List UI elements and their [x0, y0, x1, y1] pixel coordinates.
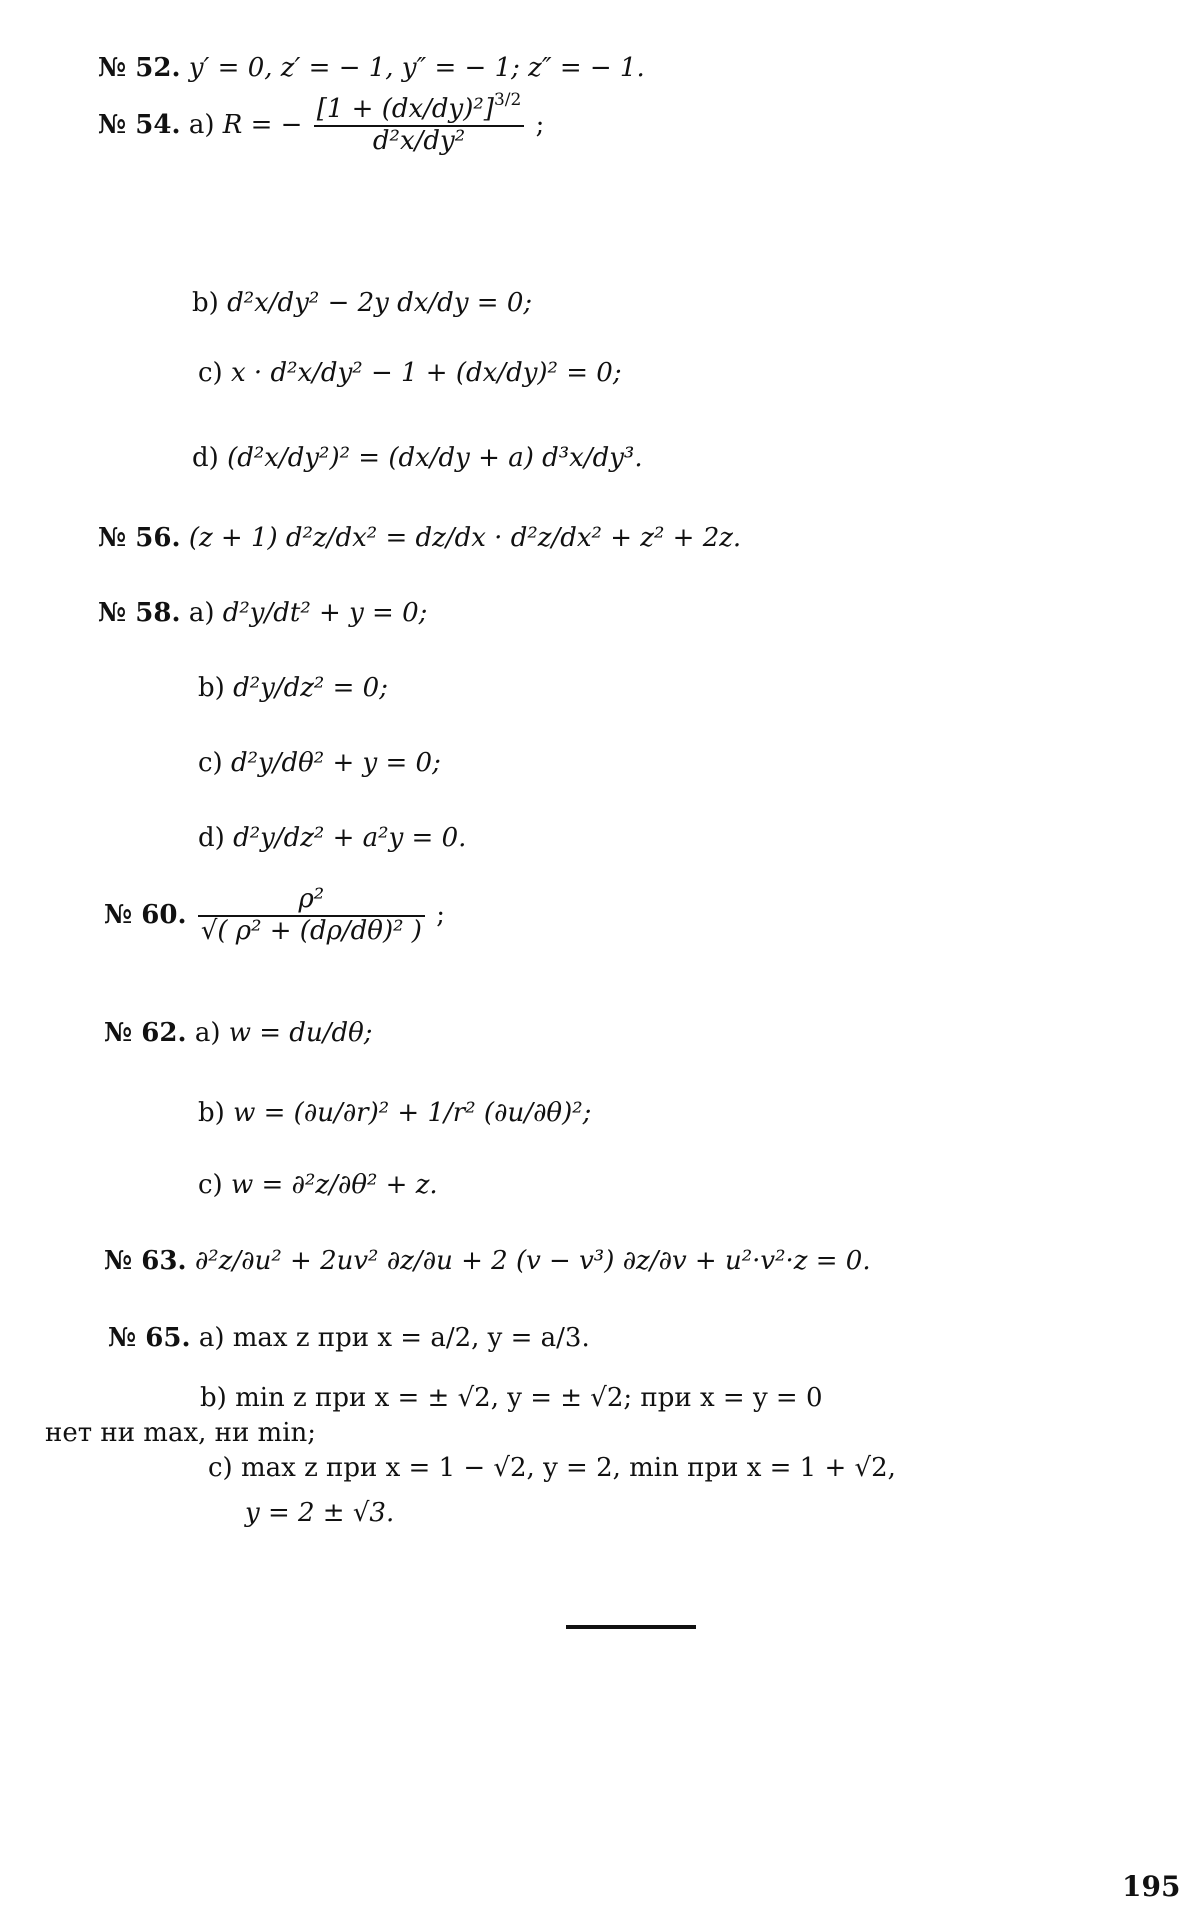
problem-65a	[108, 1325, 590, 1351]
equation: d²y/dz² + a²y = 0.	[233, 823, 467, 853]
problem-label: № 62.	[104, 1018, 187, 1048]
item-mark: a)	[188, 598, 215, 628]
equation: w = du/dθ;	[228, 1018, 373, 1048]
equation: d²y/dt² + y = 0;	[222, 598, 428, 628]
problem-54b	[192, 290, 532, 316]
equation: x · d²x/dy² − 1 + (dx/dy)² = 0;	[230, 358, 622, 388]
equation: max z при x = a/2, y = a/3.	[232, 1323, 590, 1353]
problem-label: № 65.	[108, 1323, 191, 1353]
problem-65b	[200, 1385, 823, 1411]
item-mark: d)	[198, 823, 225, 853]
problem-label: № 63.	[104, 1246, 187, 1276]
item-mark: b)	[198, 1098, 225, 1128]
problem-label: № 56.	[98, 523, 181, 553]
equation: w = (∂u/∂r)² + 1/r² (∂u/∂θ)²;	[233, 1098, 592, 1128]
equation-lhs: R = −	[222, 109, 303, 140]
problem-58d	[198, 825, 466, 851]
problem-label: № 58.	[98, 598, 181, 628]
equation: d²y/dθ² + y = 0;	[230, 748, 441, 778]
problem-label: № 52.	[98, 53, 181, 83]
equation: ∂²z/∂u² + 2uv² ∂z/∂u + 2 (v − v³) ∂z/∂v + u²·v²·z = 0.	[194, 1246, 871, 1276]
item-mark: d)	[192, 443, 219, 473]
problem-52	[98, 55, 645, 81]
item-mark: c)	[198, 748, 223, 778]
problem-54c	[198, 360, 622, 386]
page-number: 195	[1122, 1870, 1181, 1903]
equation: w = ∂²z/∂θ² + z.	[230, 1170, 438, 1200]
problem-58c	[198, 750, 441, 776]
fraction-denominator: √( ρ² + (dρ/dθ)² )	[198, 915, 425, 947]
item-mark: c)	[198, 1170, 223, 1200]
equation: d²y/dz² = 0;	[233, 673, 388, 703]
fraction-numerator: ρ²	[298, 884, 325, 914]
problem-56	[98, 525, 741, 551]
fraction-numerator: $[1 + (dx/dy)^2]^{3/2}$	[316, 90, 522, 124]
problem-65c	[208, 1455, 896, 1481]
equation: (d²x/dy²)² = (dx/dy + a) d³x/dy³.	[227, 443, 643, 473]
problem-62b	[198, 1100, 591, 1126]
item-mark: b)	[200, 1383, 227, 1413]
item-mark: a)	[188, 109, 215, 140]
item-mark: a)	[198, 1323, 225, 1353]
equation: нет ни max, ни min;	[45, 1418, 317, 1448]
equation: d²x/dy² − 2y dx/dy = 0;	[227, 288, 533, 318]
problem-54a	[98, 90, 545, 157]
equation: max z при x = 1 − √2, y = 2, min при x = 1 + √2,	[240, 1453, 896, 1483]
fraction-denominator: d²x/dy²	[314, 125, 525, 157]
problem-63	[104, 1248, 871, 1274]
problem-62a	[104, 1020, 373, 1046]
formula-fraction	[198, 885, 425, 947]
problem-label: № 54.	[98, 109, 181, 140]
problem-65b-continuation	[45, 1420, 316, 1446]
equation: (z + 1) d²z/dx² = dz/dx · d²z/dx² + z² + 2z.	[188, 523, 742, 553]
item-mark: c)	[208, 1453, 233, 1483]
item-mark: c)	[198, 358, 223, 388]
problem-65c-continuation	[245, 1500, 394, 1526]
equation: y = 2 ± √3.	[245, 1498, 395, 1528]
problem-54d	[192, 445, 643, 471]
exponent: 3/2	[493, 90, 522, 110]
punctuation: ;	[535, 109, 545, 140]
problem-62c	[198, 1172, 438, 1198]
problem-label: № 60.	[104, 899, 187, 930]
punctuation: ;	[436, 899, 445, 930]
problem-60	[104, 885, 445, 947]
radius-fraction	[314, 90, 525, 157]
equation: min z при x = ± √2, y = ± √2; при x = y = 0	[235, 1383, 823, 1413]
section-divider	[566, 1625, 696, 1629]
item-mark: a)	[194, 1018, 221, 1048]
problem-58a	[98, 600, 427, 626]
item-mark: b)	[192, 288, 219, 318]
equation: y′ = 0, z′ = − 1, y″ = − 1; z″ = − 1.	[188, 53, 645, 83]
problem-58b	[198, 675, 388, 701]
item-mark: b)	[198, 673, 225, 703]
